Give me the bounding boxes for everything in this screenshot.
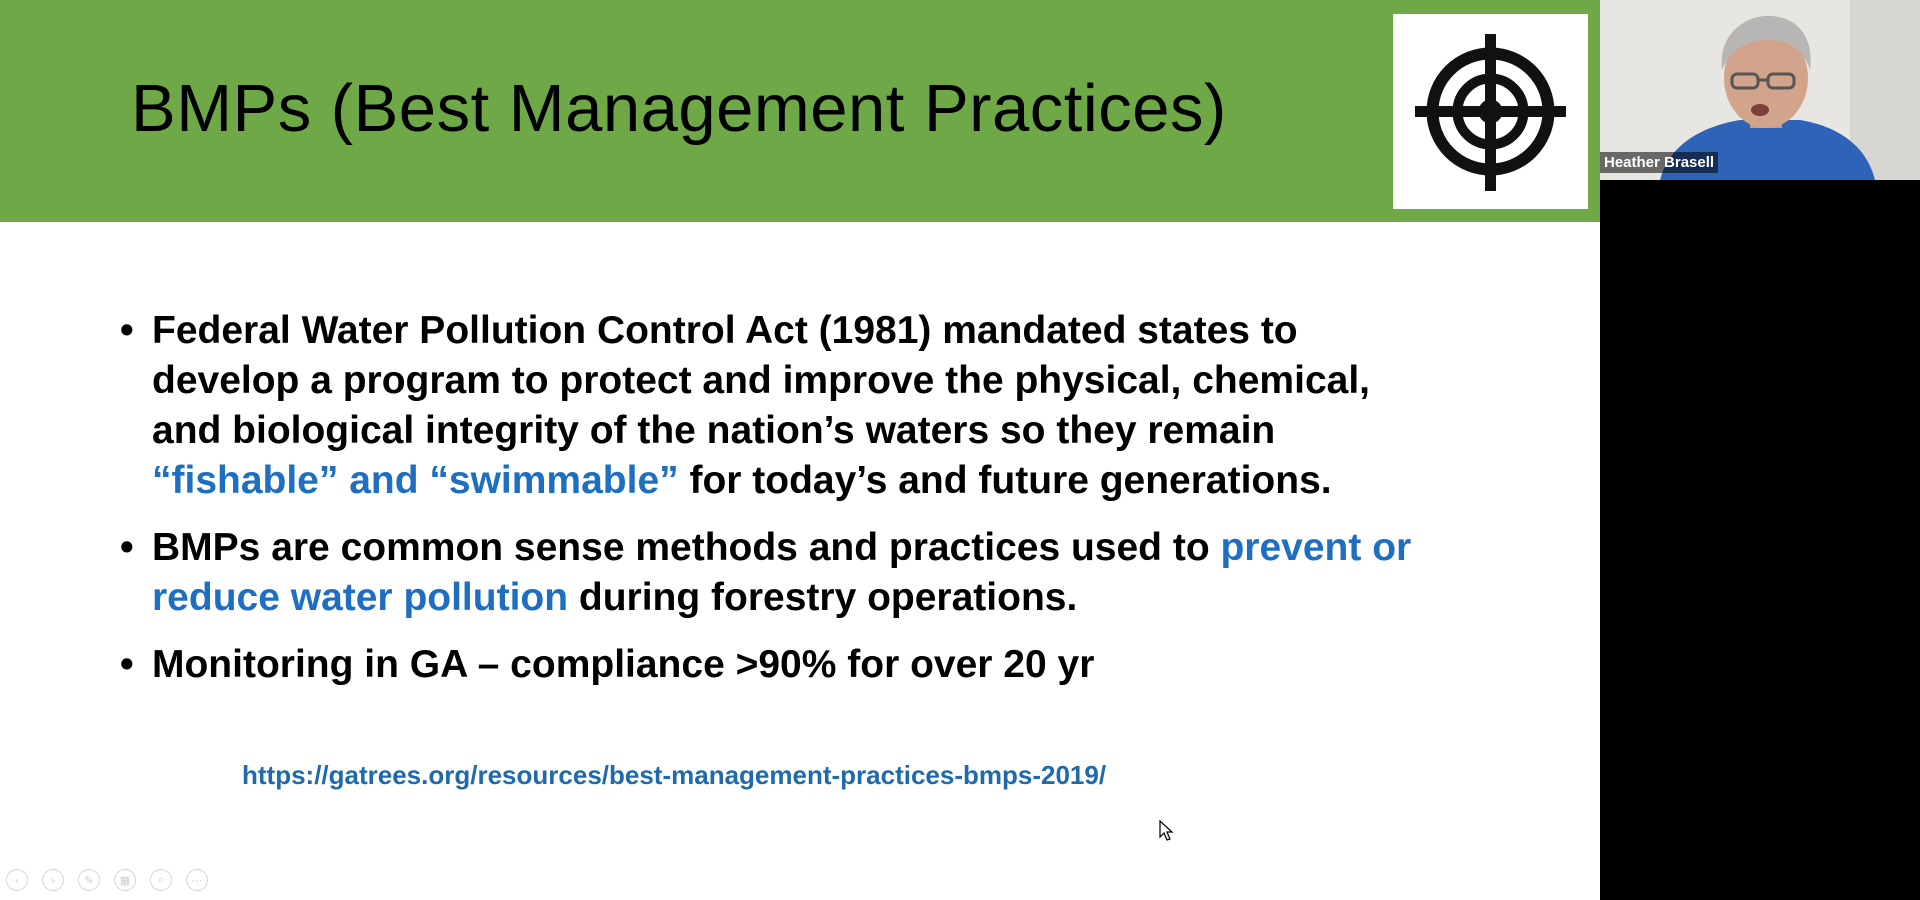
bullet-text: during forestry operations. xyxy=(568,576,1078,619)
slide-title: BMPs (Best Management Practices) xyxy=(131,71,1227,146)
pen-icon[interactable]: ✎ xyxy=(78,869,100,891)
zoom-icon[interactable]: ⌕ xyxy=(150,869,172,891)
slideshow-toolbar xyxy=(6,869,208,891)
participant-video[interactable] xyxy=(1600,0,1920,180)
bullet-list xyxy=(118,306,1518,707)
bullet-text: BMPs are common sense methods and practices used to xyxy=(152,526,1221,569)
bullet-item xyxy=(118,640,1518,690)
mouse-cursor-icon xyxy=(1159,820,1175,842)
bullet-text: for today’s and future generations. xyxy=(678,459,1332,502)
bullet-dot: • xyxy=(120,526,134,569)
crosshair-target-icon xyxy=(1393,14,1588,209)
previous-icon[interactable]: ‹ xyxy=(6,869,28,891)
slides-icon[interactable]: ▦ xyxy=(114,869,136,891)
bullet-dot: • xyxy=(120,643,134,686)
participant-name: Heather Brasell xyxy=(1600,152,1718,173)
highlighted-text: prevent or xyxy=(1220,526,1412,569)
more-icon[interactable]: ⋯ xyxy=(186,869,208,891)
bullet-text: Monitoring in GA – compliance >90% for over 20 yr xyxy=(152,643,1095,686)
bullet-text: Federal Water Pollution Control Act (1981) mandated states to xyxy=(152,309,1298,352)
target-image xyxy=(1393,14,1588,209)
highlighted-text: reduce water pollution xyxy=(152,576,569,619)
next-icon[interactable]: › xyxy=(42,869,64,891)
bullet-dot: • xyxy=(120,309,134,352)
resource-link[interactable]: https://gatrees.org/resources/best-management-practices-bmps-2019/ xyxy=(242,760,1107,790)
bullet-item xyxy=(118,306,1518,506)
bullet-item xyxy=(118,523,1518,623)
participant-sidebar xyxy=(1600,0,1920,900)
highlighted-text: “fishable” and “swimmable” xyxy=(152,459,679,502)
bullet-text: and biological integrity of the nation’s waters so they remain xyxy=(152,409,1276,452)
bullet-text: develop a program to protect and improve the physical, chemical, xyxy=(152,359,1370,402)
